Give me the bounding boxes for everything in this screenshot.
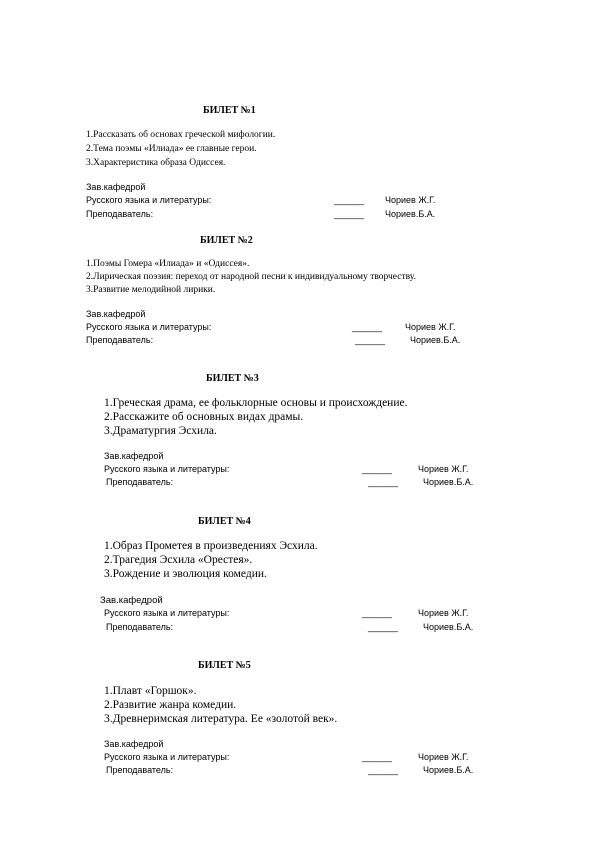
- question-1: 1.Поэмы Гомера «Илиада» и «Одиссея».: [86, 259, 250, 269]
- head-label: Зав.кафедрой: [100, 595, 163, 606]
- signature-blank: ______: [368, 622, 399, 632]
- signer-name: Чориев Ж.Г.: [418, 464, 469, 474]
- signer-name: Чориев.Б.А.: [410, 335, 461, 345]
- ticket-title: БИЛЕТ №1: [203, 105, 256, 116]
- teacher-label: Преподаватель:: [106, 622, 174, 632]
- signer-name: Чориев.Б.А.: [385, 209, 436, 219]
- signature-blank: ______: [362, 464, 393, 474]
- signature-blank: ______: [362, 752, 393, 762]
- teacher-label: Преподаватель:: [86, 209, 154, 219]
- question-2: 2.Развитие жанра комедии.: [104, 699, 237, 711]
- signer-name: Чориев Ж.Г.: [385, 195, 436, 205]
- ticket-title: БИЛЕТ №4: [198, 516, 251, 527]
- question-3: 3.Характеристика образа Одиссея.: [86, 158, 226, 168]
- signature-blank: ______: [362, 608, 393, 618]
- signer-name: Чориев Ж.Г.: [405, 322, 456, 332]
- department-label: Русского языка и литературы:: [104, 464, 230, 474]
- question-3: 3.Драматургия Эсхила.: [104, 425, 217, 437]
- question-2: 2.Лирическая поэзия: переход от народной песни к индивидуальному творчеству.: [86, 272, 416, 282]
- head-label: Зав.кафедрой: [104, 739, 164, 749]
- head-label: Зав.кафедрой: [104, 451, 164, 461]
- head-label: Зав.кафедрой: [86, 309, 146, 319]
- ticket-title: БИЛЕТ №2: [200, 235, 253, 246]
- signer-name: Чориев.Б.А.: [423, 765, 474, 775]
- question-3: 3.Развитие мелодийной лирики.: [86, 285, 216, 295]
- department-label: Русского языка и литературы:: [104, 752, 230, 762]
- question-1: 1.Рассказать об основах греческой мифологии.: [86, 130, 276, 140]
- department-label: Русского языка и литературы:: [104, 608, 230, 618]
- question-1: 1.Образ Прометея в произведениях Эсхила.: [104, 540, 318, 552]
- signature-blank: ______: [334, 195, 365, 205]
- question-3: 3.Рождение и эволюция комедии.: [104, 568, 267, 580]
- signature-blank: ______: [355, 335, 386, 345]
- question-2: 2.Расскажите об основных видах драмы.: [104, 411, 304, 423]
- signature-blank: ______: [352, 322, 383, 332]
- teacher-label: Преподаватель:: [106, 765, 174, 775]
- teacher-label: Преподаватель:: [106, 477, 174, 487]
- signature-blank: ______: [334, 209, 365, 219]
- question-2: 2.Тема поэмы «Илиада» ее главные герои.: [86, 144, 257, 154]
- signer-name: Чориев Ж.Г.: [418, 608, 469, 618]
- signature-blank: ______: [368, 477, 399, 487]
- department-label: Русского языка и литературы:: [86, 195, 212, 205]
- question-1: 1.Греческая драма, ее фольклорные основы и происхождение.: [104, 397, 408, 409]
- head-label: Зав.кафедрой: [86, 182, 146, 192]
- ticket-title: БИЛЕТ №3: [206, 373, 259, 384]
- department-label: Русского языка и литературы:: [86, 322, 212, 332]
- teacher-label: Преподаватель:: [86, 335, 154, 345]
- question-1: 1.Плавт «Горшок».: [104, 685, 197, 697]
- question-3: 3.Древнеримская литература. Ее «золотой век».: [104, 713, 338, 725]
- signer-name: Чориев.Б.А.: [423, 477, 474, 487]
- signer-name: Чориев.Б.А.: [423, 622, 474, 632]
- signature-blank: ______: [368, 765, 399, 775]
- question-2: 2.Трагедия Эсхила «Орестея».: [104, 554, 253, 566]
- signer-name: Чориев Ж.Г.: [418, 752, 469, 762]
- ticket-title: БИЛЕТ №5: [198, 660, 251, 671]
